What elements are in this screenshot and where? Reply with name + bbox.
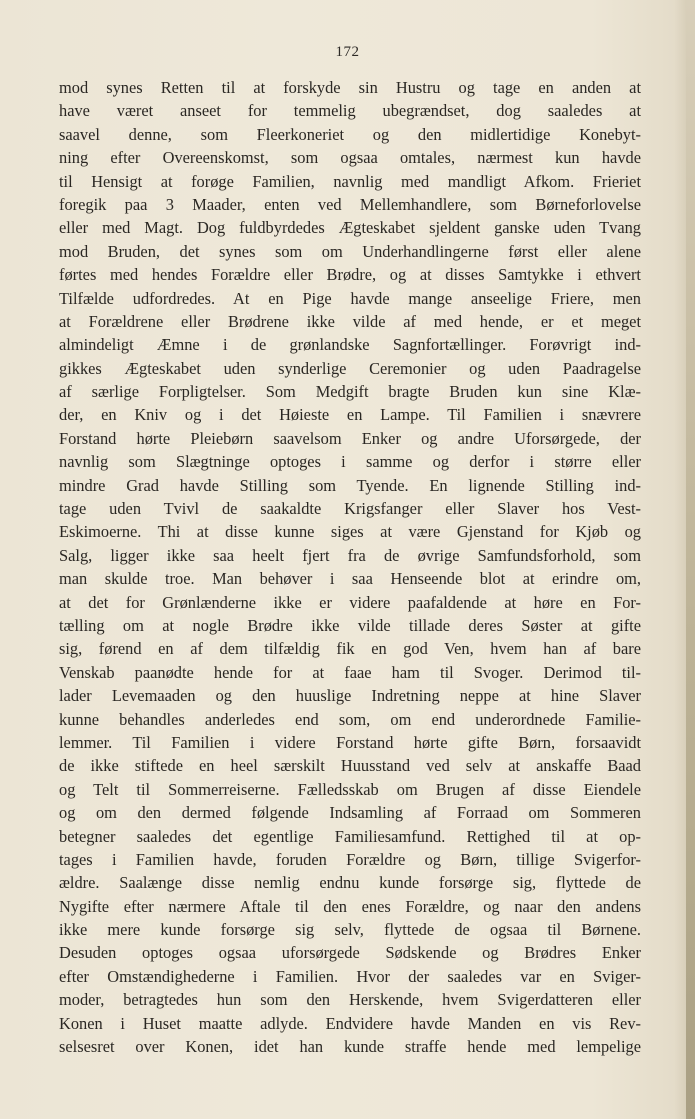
page-edge (686, 0, 695, 1119)
text-line: betegner saaledes det egentlige Familiesamfund. Rettighed til at op- (59, 826, 641, 846)
text-line: ning efter Overeenskomst, som ogsaa omtales, nærmest kun havde (59, 148, 641, 168)
text-line: man skulde troe. Man behøver i saa Henseende blot at erindre om, (59, 569, 641, 589)
text-line: foregik paa 3 Maader, enten ved Mellemhandlere, som Børneforlovelse (59, 194, 641, 214)
text-line: lader Levemaaden og den huuslige Indretning neppe at hine Slaver (59, 686, 641, 706)
text-line: at det for Grønlænderne ikke er videre paafaldende at høre en For- (59, 592, 641, 612)
text-line: have været anseet for temmelig ubegrændset, dog saaledes at (59, 101, 641, 121)
text-line: saavel denne, som Fleerkoneriet og den midlertidige Konebyt- (59, 124, 641, 144)
text-line: af særlige Forpligtelser. Som Medgift bragte Bruden kun sine Klæ- (59, 382, 641, 402)
text-line: mod synes Retten til at forskyde sin Hustru og tage en anden at (59, 78, 641, 97)
text-line: efter Omstændighederne i Familien. Hvor der saaledes var en Sviger- (59, 966, 641, 986)
text-line: tages i Familien havde, foruden Forældre og Børn, tillige Svigerfor- (59, 849, 641, 869)
text-line: tage uden Tvivl de saakaldte Krigsfanger eller Slaver hos Vest- (59, 499, 641, 519)
text-line: lemmer. Til Familien i videre Forstand hørte gifte Børn, forsaavidt (59, 732, 641, 752)
text-line: og om den dermed følgende Indsamling af Forraad om Sommeren (59, 803, 641, 823)
text-line: mod Bruden, det synes som om Underhandlingerne først eller alene (59, 241, 641, 261)
text-line: selsesret over Konen, idet han kunde straffe hende med lempelige (59, 1037, 641, 1057)
text-line: moder, betragtedes hun som den Herskende, hvem Svigerdatteren eller (59, 990, 641, 1010)
text-line: og Telt til Sommerreiserne. Fælledsskab om Brugen af disse Eiendele (59, 779, 641, 799)
text-line: førtes med hendes Forældre eller Brødre, og at disses Samtykke i ethvert (59, 265, 641, 285)
text-line: Konen i Huset maatte adlyde. Endvidere havde Manden en vis Rev- (59, 1013, 641, 1033)
text-line: at Forældrene eller Brødrene ikke vilde af med hende, er et meget (59, 311, 641, 331)
text-line: almindeligt Æmne i de grønlandske Sagnfortællinger. Forøvrigt ind- (59, 335, 641, 355)
text-line: kunne behandles anderledes end som, om end underordnede Familie- (59, 709, 641, 729)
text-line: ikke mere kunde forsørge sig selv, flyttede de ogsaa til Børnene. (59, 920, 641, 940)
text-line: Eskimoerne. Thi at disse kunne siges at være Gjenstand for Kjøb og (59, 522, 641, 542)
text-line: Forstand hørte Pleiebørn saavelsom Enker og andre Uforsørgede, der (59, 428, 641, 448)
text-line: eller med Magt. Dog fuldbyrdedes Ægteskabet sjeldent ganske uden Tvang (59, 218, 641, 238)
text-line: ældre. Saalænge disse nemlig endnu kunde forsørge sig, flyttede de (59, 873, 641, 893)
body-text (59, 76, 641, 1058)
text-line: til Hensigt at forøge Familien, navnlig med mandligt Afkom. Frieriet (59, 171, 641, 191)
text-line: der, en Kniv og i det Høieste en Lampe. Til Familien i snævrere (59, 405, 641, 425)
text-line: sig, førend en af dem tilfældig fik en god Ven, hvem han af bare (59, 639, 641, 659)
text-line: navnlig som Slægtninge optoges i samme og derfor i større eller (59, 452, 641, 472)
text-line: Salg, ligger ikke saa heelt fjert fra de øvrige Samfundsforhold, som (59, 545, 641, 565)
page-number: 172 (335, 44, 360, 60)
text-line: Tilfælde udfordredes. At en Pige havde mange anseelige Friere, men (59, 288, 641, 308)
text-line: tælling om at nogle Brødre ikke vilde tillade deres Søster at gifte (59, 615, 641, 635)
text-line: mindre Grad havde Stilling som Tyende. En lignende Stilling ind- (59, 475, 641, 495)
text-line: Venskab paanødte hende for at faae ham til Svoger. Derimod til- (59, 662, 641, 682)
text-line: Nygifte efter nærmere Aftale til den enes Forældre, og naar den andens (59, 896, 641, 916)
text-line: de ikke stiftede en heel særskilt Huusstand ved selv at anskaffe Baad (59, 756, 641, 776)
text-line: gikkes Ægteskabet uden synderlige Ceremonier og uden Paadragelse (59, 358, 641, 378)
text-line: Desuden optoges ogsaa uforsørgede Sødskende og Brødres Enker (59, 943, 641, 963)
